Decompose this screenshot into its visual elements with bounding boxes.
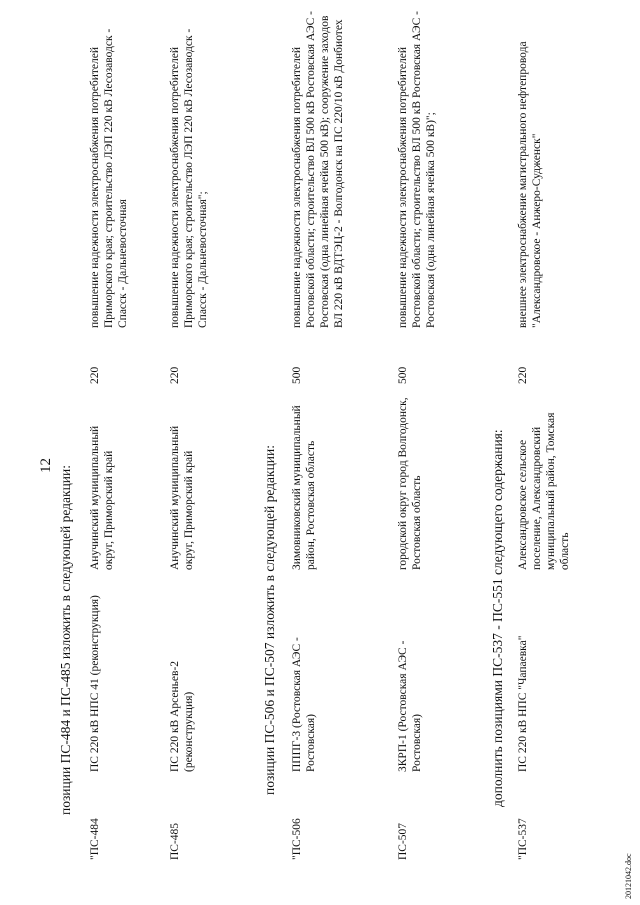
row-description: повышение надежности электроснабжения потребителей Ростовской области; строительство ВЛ 500 кВ Ростовская АЭС - Ростовская (одна линейная ячейка 500 кВ)";	[397, 11, 437, 328]
row-description: внешнее электроснабжение магистрального нефтепровода "Александровское - Анжеро-Судженск"	[517, 41, 543, 328]
row-location: городской округ город Волгодонск, Ростовская область	[397, 397, 423, 570]
row-location: Александровское сельское поселение, Александровский муниципальный район, Томская область	[517, 412, 571, 570]
row-voltage: 220	[89, 366, 101, 384]
row-name: ПС 220 кВ НПС "Чапаевка"	[517, 635, 529, 772]
row-code: ПС-507	[397, 822, 409, 860]
row-location: Зимовниковский муниципальный район, Ростовская область	[291, 405, 317, 570]
row-code: "ПС-506	[291, 818, 303, 860]
row-voltage: 500	[291, 366, 303, 384]
row-name: ЗКРП-1 (Ростовская АЭС - Ростовская)	[397, 640, 423, 772]
row-name: ПС 220 кВ НПС 41 (реконструкция)	[89, 595, 101, 772]
row-voltage: 220	[169, 366, 181, 384]
page-number: 12	[38, 458, 54, 473]
row-description: повышение надежности электроснабжения потребителей Приморского края; строительство ЛЭП 220 кВ Лесозаводск - Спасск - Дальневосточная";	[169, 28, 209, 328]
document-reference: 20121042.doc	[624, 853, 633, 899]
row-description: повышение надежности электроснабжения потребителей Ростовской области; строительство ВЛ 500 кВ Ростовская АЭС - Ростовская (одна линейная ячейка 500 кВ); сооружение заходов ВЛ 220 кВ ВДТЭЦ-2 - Волгодонск на ПС 220/10 кВ Донбиотех	[291, 11, 345, 328]
row-code: ПС-485	[169, 822, 181, 860]
row-name: ПППГ-3 (Ростовская АЭС - Ростовская)	[291, 637, 317, 772]
row-voltage: 500	[397, 366, 409, 384]
row-location: Анучинский муниципальный округ, Приморский край	[169, 425, 195, 570]
row-name: ПС 220 кВ Арсеньев-2 (реконструкция)	[169, 660, 195, 772]
row-location: Анучинский муниципальный округ, Приморский край	[89, 425, 115, 570]
row-description: повышение надежности электроснабжения потребителей Приморского края; строительство ЛЭП 220 кВ Лесозаводск - Спасск - Дальневосточная	[89, 28, 129, 328]
section-intro: позиции ПС-484 и ПС-485 изложить в следующей редакции:	[58, 464, 73, 815]
row-code: "ПС-537	[517, 818, 529, 860]
section-intro: позиции ПС-506 и ПС-507 изложить в следующей редакции:	[262, 444, 277, 795]
row-voltage: 220	[517, 366, 529, 384]
row-code: "ПС-484	[89, 818, 101, 860]
section-intro: дополнить позициями ПС-537 - ПС-551 следующего содержания:	[490, 429, 505, 807]
